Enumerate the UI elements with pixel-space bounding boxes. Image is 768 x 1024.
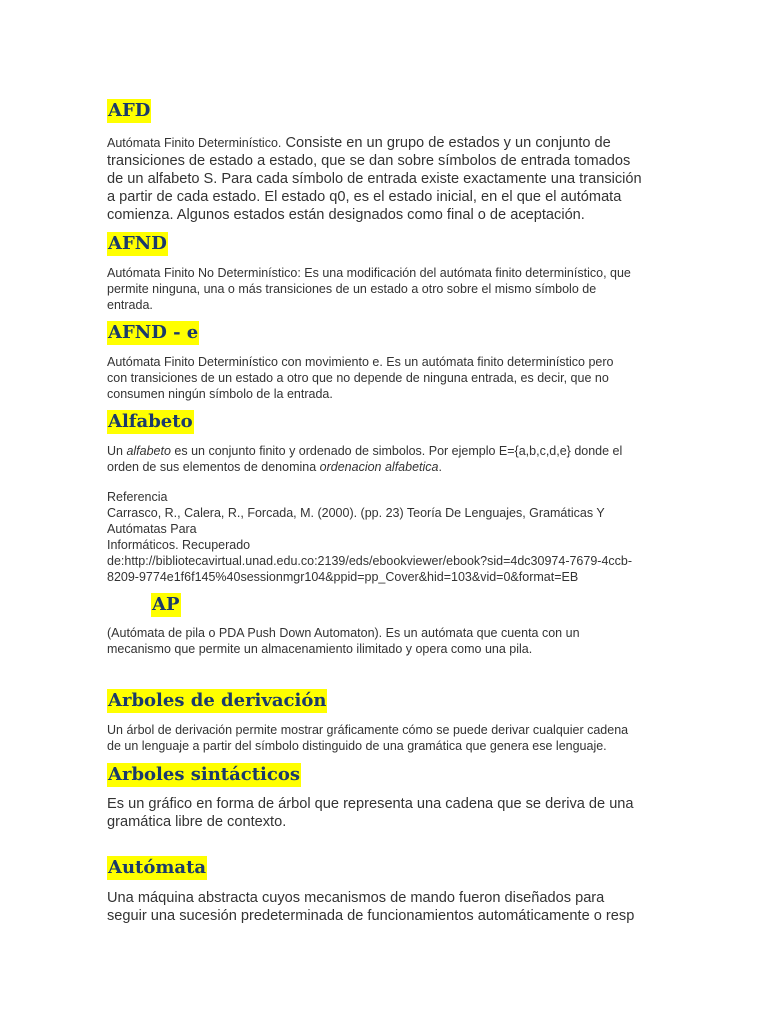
- referencia-line-3: Autómatas Para: [107, 522, 197, 536]
- afnd-e-line-3: consumen ningún símbolo de la entrada.: [107, 387, 333, 401]
- heading-arboles-derivacion-text: Arboles de derivación: [108, 690, 327, 711]
- afd-line-5: comienza. Algunos estados están designados como final o de aceptación.: [107, 207, 585, 223]
- arboles-sintacticos-line-2: gramática libre de contexto.: [107, 814, 287, 830]
- heading-automata: [107, 857, 207, 879]
- afd-line-4: a partir de cada estado. El estado q0, es el estado inicial, en el que el autómata: [107, 189, 622, 205]
- heading-ap-text: AP: [152, 594, 180, 615]
- alfabeto-line-2-b: .: [438, 460, 442, 474]
- heading-alfabeto-text: Alfabeto: [108, 411, 193, 432]
- heading-afnd-text: AFND: [108, 233, 167, 254]
- arboles-sintacticos-paragraph: [107, 795, 667, 831]
- afnd-e-line-1: Autómata Finito Determinístico con movimiento e. Es un autómata finito determinístico pero: [107, 355, 614, 369]
- referencia-link-1[interactable]: de:http://bibliotecavirtual.unad.edu.co:2139/eds/ebookviewer/ebook?sid=4dc30974-7679-4ccb-: [107, 554, 633, 568]
- heading-afnd-e-text: AFND - e: [108, 322, 199, 343]
- referencia-block: [107, 489, 667, 585]
- afd-intro: Autómata Finito Determinístico.: [107, 136, 282, 150]
- heading-afnd-e: [107, 322, 199, 344]
- heading-afd-text: AFD: [108, 100, 151, 121]
- alfabeto-line-1-b: es un conjunto finito y ordenado de simbolos. Por ejemplo E={a,b,c,d,e} donde el: [170, 444, 623, 458]
- ordenacion-term: ordenacion alfabetica: [319, 460, 439, 474]
- heading-afd: [107, 100, 151, 122]
- ap-line-2: mecanismo que permite un almacenamiento ilimitado y opera como una pila.: [107, 642, 533, 656]
- afd-line-1: [107, 134, 667, 152]
- afnd-line-1: Autómata Finito No Determinístico: Es una modificación del autómata finito determinístico, que: [107, 266, 631, 280]
- afnd-e-paragraph: [107, 354, 667, 402]
- referencia-link-2[interactable]: 8209-9774e1f6f145%40sessionmgr104&ppid=pp_Cover&hid=103&vid=0&format=EB: [107, 570, 579, 584]
- arboles-derivacion-line-2: de un lenguaje a partir del símbolo distinguido de una gramática que genera ese lenguaje.: [107, 739, 607, 753]
- heading-afnd: [107, 233, 168, 255]
- afd-line-1-rest: Consiste en un grupo de estados y un conjunto de: [285, 135, 611, 151]
- automata-paragraph: [107, 889, 667, 925]
- afnd-paragraph: [107, 265, 667, 313]
- automata-line-1: Una máquina abstracta cuyos mecanismos de mando fueron diseñados para: [107, 890, 605, 906]
- heading-arboles-sintacticos: [107, 764, 301, 786]
- heading-automata-text: Autómata: [108, 857, 207, 878]
- arboles-derivacion-paragraph: [107, 722, 667, 754]
- afd-paragraph: [107, 134, 667, 224]
- heading-arboles-derivacion: [107, 690, 327, 712]
- afnd-line-3: entrada.: [107, 298, 153, 312]
- automata-line-2: seguir una sucesión predeterminada de funcionamientos automáticamente o resp: [107, 908, 635, 924]
- referencia-line-4: Informáticos. Recuperado: [107, 538, 251, 552]
- heading-arboles-sintacticos-text: Arboles sintácticos: [108, 764, 300, 785]
- arboles-sintacticos-line-1: Es un gráfico en forma de árbol que representa una cadena que se deriva de una: [107, 796, 634, 812]
- alfabeto-line-1: [107, 443, 667, 459]
- alfabeto-term: alfabeto: [126, 444, 171, 458]
- afd-line-2: transiciones de estado a estado, que se dan sobre símbolos de entrada tomados: [107, 153, 631, 169]
- afd-line-3: de un alfabeto S. Para cada símbolo de entrada existe exactamente una transición: [107, 171, 642, 187]
- arboles-derivacion-line-1: Un árbol de derivación permite mostrar gráficamente cómo se puede derivar cualquier cadena: [107, 723, 629, 737]
- afnd-line-2: permite ninguna, una o más transiciones de un estado a otro sobre el mismo símbolo de: [107, 282, 597, 296]
- heading-alfabeto: [107, 411, 194, 433]
- alfabeto-paragraph: [107, 443, 667, 475]
- alfabeto-line-2-a: orden de sus elementos de denomina: [107, 460, 320, 474]
- referencia-line-2: Carrasco, R., Calera, R., Forcada, M. (2000). (pp. 23) Teoría De Lenguajes, Gramáticas Y: [107, 506, 605, 520]
- alfabeto-line-2: [107, 459, 667, 475]
- afnd-e-line-2: con transiciones de un estado a otro que no depende de ninguna entrada, es decir, que no: [107, 371, 609, 385]
- ap-line-1: (Autómata de pila o PDA Push Down Automaton). Es un autómata que cuenta con un: [107, 626, 580, 640]
- referencia-label: Referencia: [107, 490, 168, 504]
- heading-ap: [151, 594, 181, 616]
- alfabeto-line-1-a: Un: [107, 444, 127, 458]
- ap-paragraph: [107, 625, 667, 657]
